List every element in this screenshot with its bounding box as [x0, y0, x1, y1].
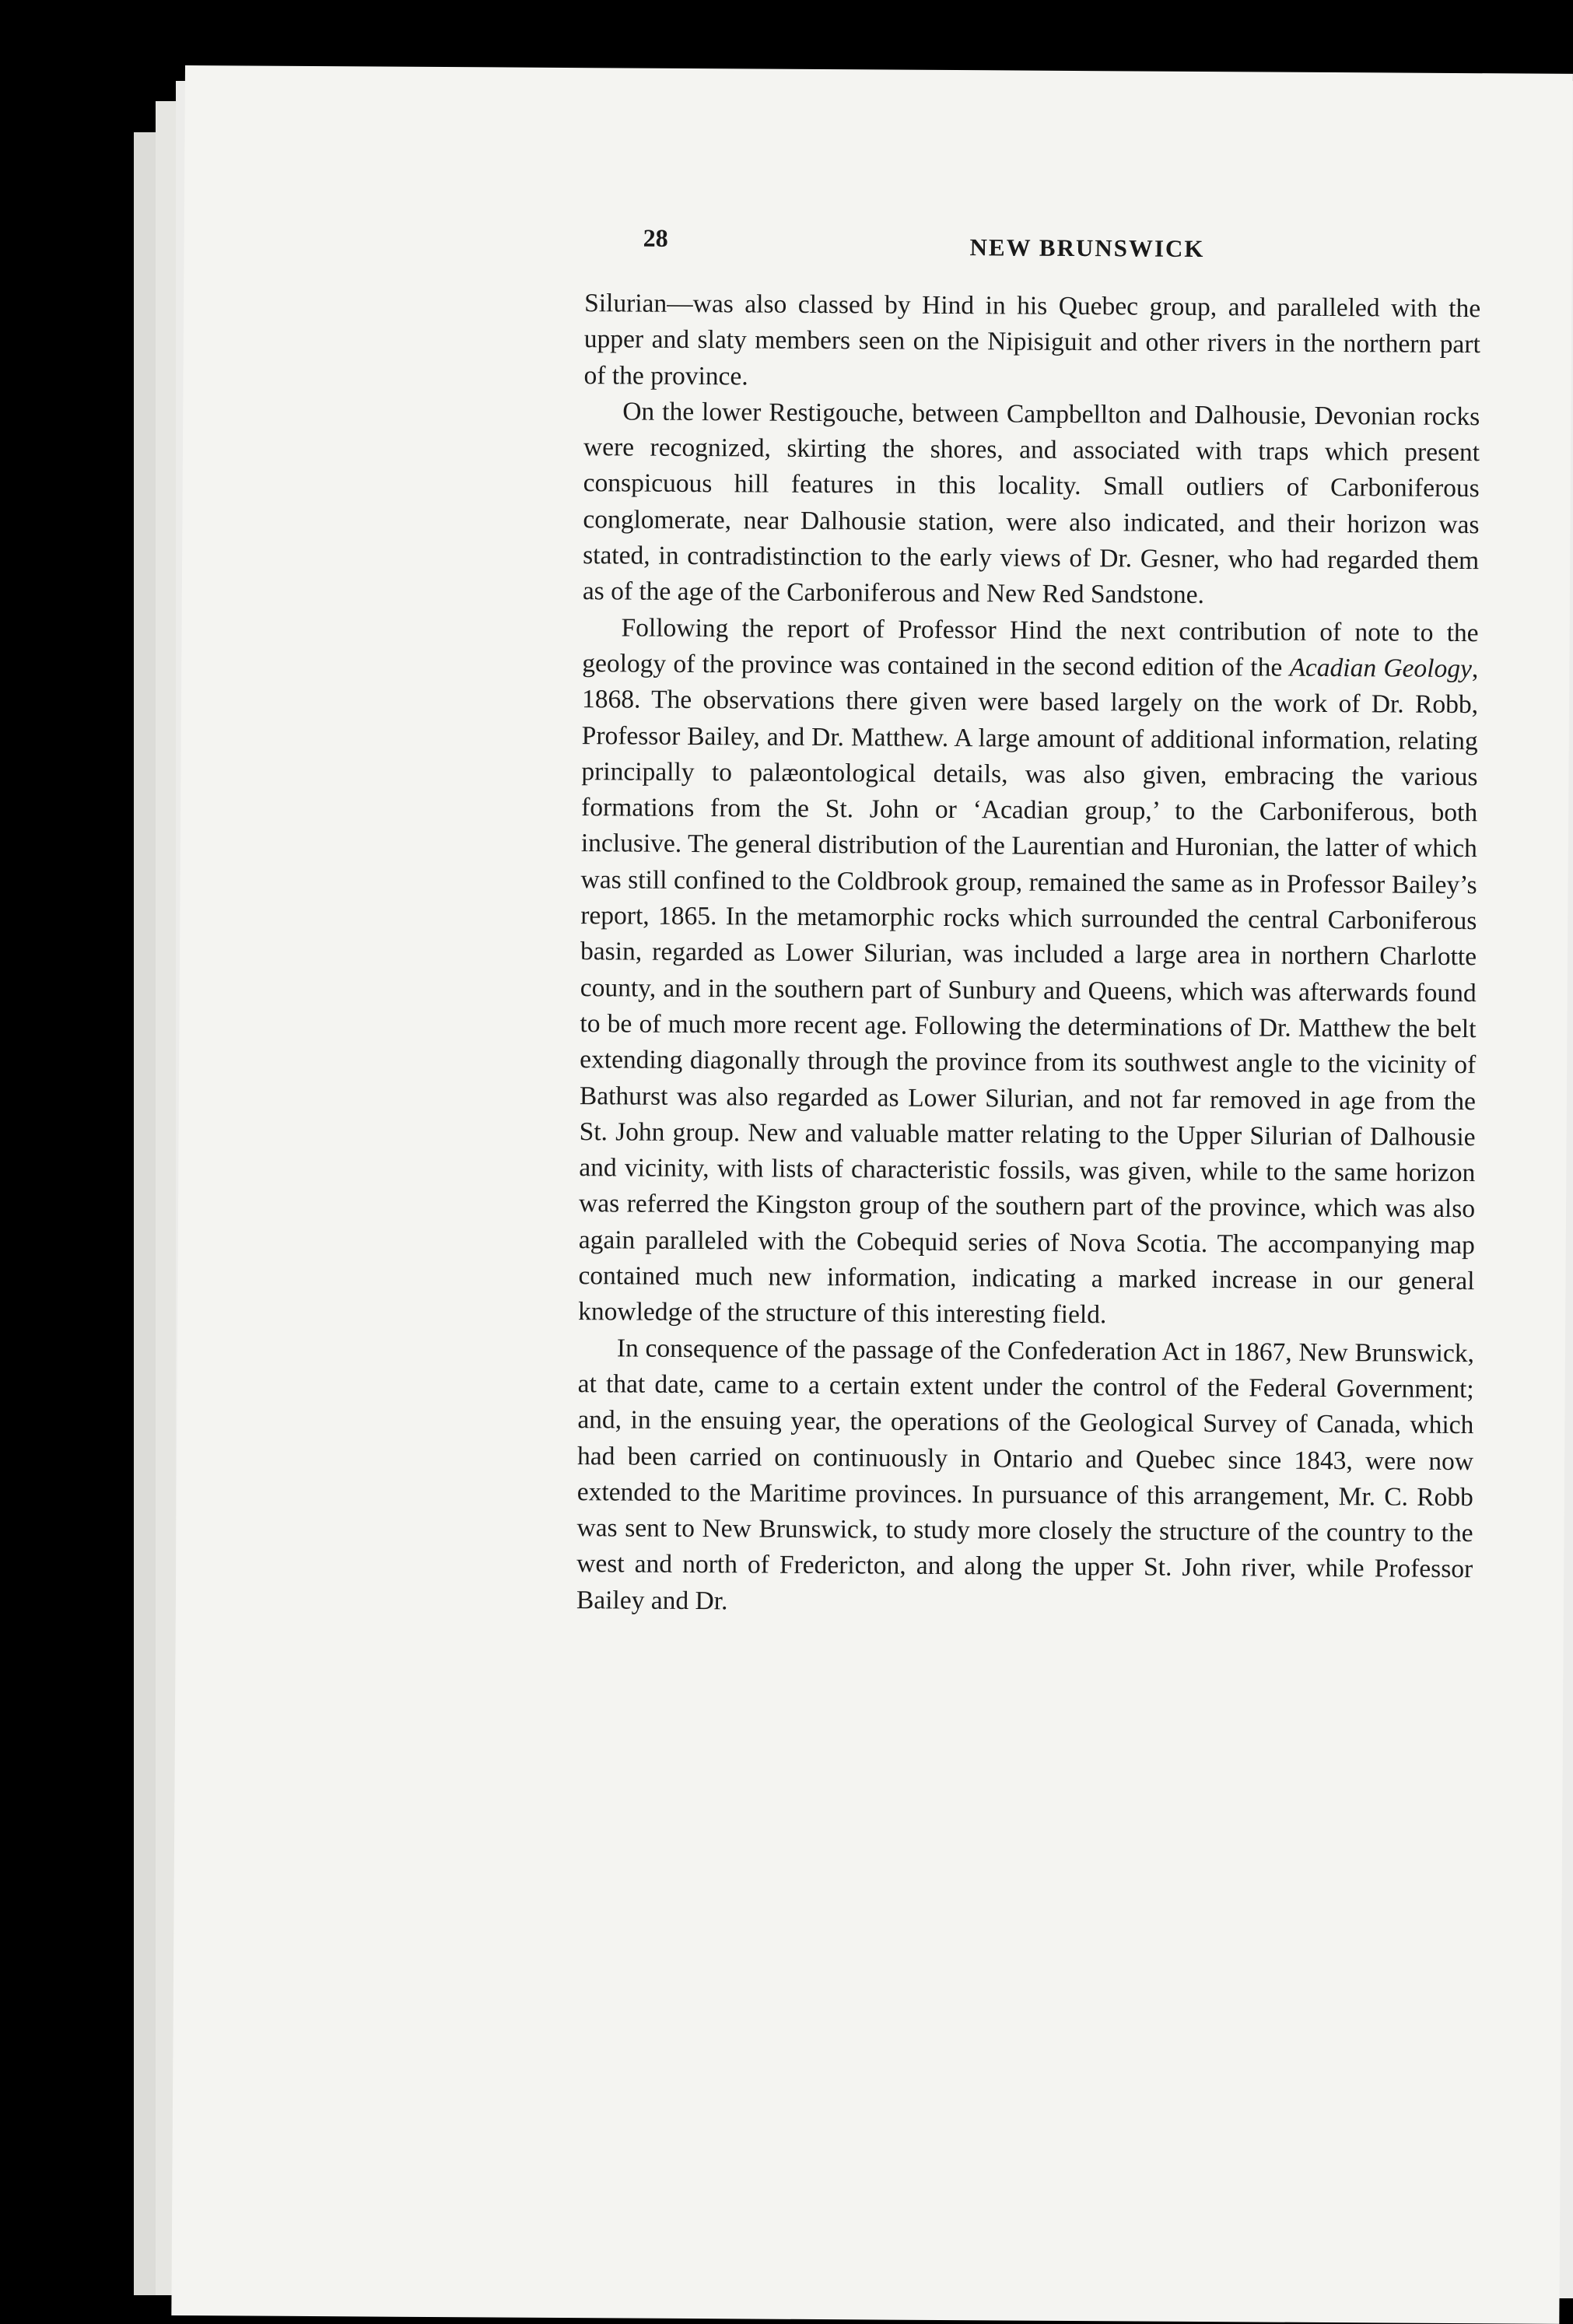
page-number: 28: [643, 223, 668, 252]
running-head: [643, 224, 1459, 275]
paragraph-3: Following the report of Professor Hind the next contribution of note to the geology of the province was contained in the second edition of the Acadian Geology, 1868. The observations there given were based largely on the work of Dr. Robb, Professor Bailey, and Dr. Matthew. A large amount of additional information, relating principally to palæontological details, was also given, embracing the various formations from the St. John or ‘Acadian group,’ to the Carboniferous, both inclusive. The general distribution of the Laurentian and Huronian, the latter of which was still confined to the Coldbrook group, remained the same as in Professor Bailey’s report, 1865. In the metamorphic rocks which surrounded the central Carboniferous basin, regarded as Lower Silurian, was included a large area in northern Charlotte county, and in the southern part of Sunbury and Queens, which was afterwards found to be of much more recent age. Following the determinations of Dr. Matthew the belt extending diagonally through the province from its southwest angle to the vicinity of Bathurst was also regarded as Lower Silurian, and not far removed in age from the St. John group. New and valuable matter relating to the Upper Silurian of Dalhousie and vicinity, with lists of characteristic fossils, was given, while to the same horizon was referred the Kingston group of the southern part of the province, which was also again paralleled with the Cobequid series of Nova Scotia. The accompanying map contained much new information, indicating a marked increase in our general knowledge of the structure of this interesting field.: [578, 613, 1479, 1330]
running-title: NEW BRUNSWICK: [969, 233, 1205, 263]
body-text: [576, 286, 1480, 1624]
book-title-italic: Acadian Geology: [1289, 653, 1473, 684]
paragraph-4: In consequence of the passage of the Confederation Act in 1867, New Brunswick, at that date, came to a certain extent under the control of the Federal Government; and, in the ensuing year, the operations of the Geological Survey of Canada, which had been carried on continuously in Ontario and Quebec since 1843, were now extended to the Maritime provinces. In pursuance of this arrangement, Mr. C. Robb was sent to New Brunswick, to study more closely the structure of the country to the west and north of Fredericton, and along the upper St. John river, while Professor Bailey and Dr.: [576, 1334, 1475, 1615]
paragraph-1: Silurian—was also classed by Hind in his Quebec group, and paralleled with the upper and slaty members seen on the Nipisiguit and other rivers in the northern part of the province.: [583, 289, 1481, 391]
book-page: [171, 65, 1573, 2324]
paragraph-2: On the lower Restigouche, between Campbellton and Dalhousie, Devonian rocks were recognized, skirting the shores, and associated with traps which present conspicuous hill features in this locality. Small outliers of Carboniferous conglomerate, near Dalhousie station, were also indicated, and their horizon was stated, in contradistinction to the early views of Dr. Gesner, who had regarded them as of the age of the Carboniferous and New Red Sandstone.: [582, 397, 1480, 610]
